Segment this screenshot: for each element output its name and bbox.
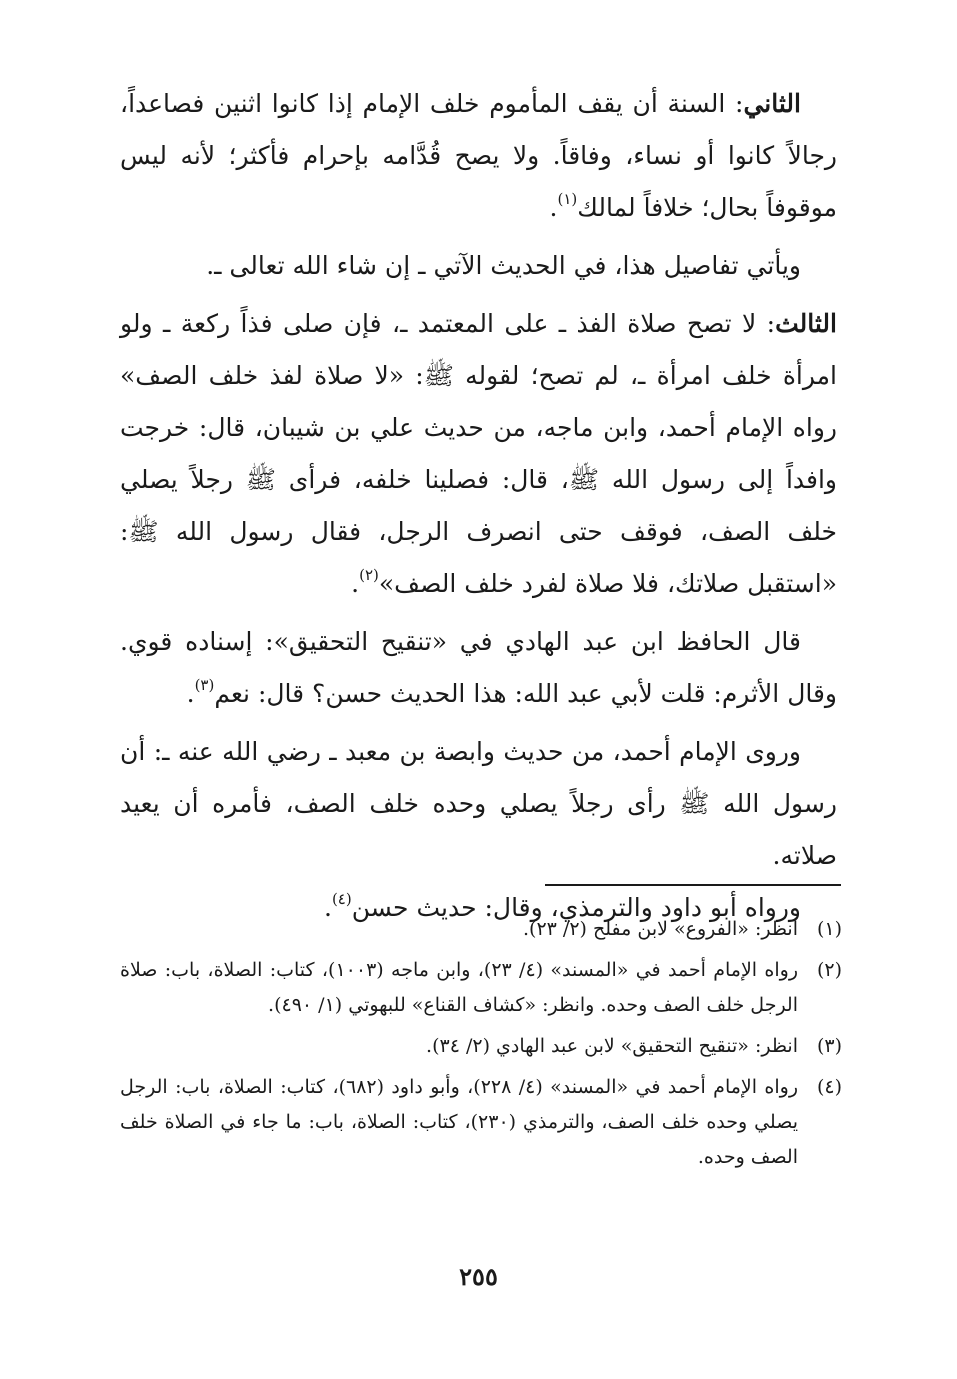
paragraph-end: .	[186, 679, 195, 708]
paragraph-second-point	[120, 78, 837, 234]
paragraph-end: .	[323, 893, 332, 922]
footnote-ref: (٤)	[331, 890, 352, 908]
paragraph-text: : لا تصح صلاة الفذ ـ على المعتمد ـ، فإن صلى فذاً ركعة ـ ولو امرأة خلف امرأة ـ، لم تصح؛ لقوله ﷺ: «لا صلاة لفذ خلف الصف» رواه الإمام أحمد، وابن ماجه، من حديث علي بن شيبان، قال: خرجت وافداً إلى رسول الله ﷺ، قال: فصلينا خلفه، فرأى ﷺ رجلاً يصلي خلف الصف، فوقف حتى انصرف الرجل، فقال رسول الله ﷺ: «استقبل صلاتك، فلا صلاة لفرد خلف الصف»	[120, 309, 837, 598]
page-number: ٢٥٥	[459, 1262, 498, 1291]
footnote-separator	[545, 884, 841, 886]
paragraph-end: .	[549, 193, 558, 222]
paragraph-text: ويأتي تفاصيل هذا، في الحديث الآتي ـ إن شاء الله تعالى ـ.	[206, 251, 801, 280]
footnote-number: (٤)	[816, 1076, 842, 1098]
footnote-item	[120, 1029, 842, 1064]
footnote-text: رواه الإمام أحمد في «المسند» (٤/ ٢٢٨)، وأبو داود (٦٨٢)، كتاب: الصلاة، باب: الرجل يصلي وحده خلف الصف، والترمذي (٢٣٠)، كتاب: الصلاة، باب: ما جاء في الصلاة خلف الصف وحده.	[120, 1076, 799, 1168]
footnote-ref: (١)	[557, 190, 578, 208]
footnotes	[120, 912, 842, 1181]
footnote-ref: (٣)	[194, 676, 215, 694]
main-text	[120, 78, 837, 940]
footnote-item	[120, 953, 842, 1023]
footnote-item	[120, 1070, 842, 1175]
paragraph-details-note	[120, 240, 837, 292]
footnote-number: (٣)	[816, 1035, 842, 1057]
footnote-text: انظر: «الفروع» لابن مفلح (٢/ ٢٣).	[522, 918, 798, 940]
paragraph-end: .	[351, 569, 360, 598]
paragraph-wabisa-hadith	[120, 726, 837, 882]
paragraph-lead: الثاني	[743, 89, 801, 118]
paragraph-lead: الثالث	[775, 309, 837, 338]
paragraph-third-point	[120, 298, 837, 610]
paragraph-text: ورواه أبو داود والترمذي، وقال: حديث حسن	[351, 893, 801, 922]
paragraph-hafiz-quote	[120, 616, 837, 720]
footnote-ref: (٢)	[359, 566, 379, 584]
footnote-number: (٢)	[816, 959, 842, 981]
footnote-text: انظر: «تنقيح التحقيق» لابن عبد الهادي (٢/ ٣٤).	[426, 1035, 798, 1057]
footnote-text: رواه الإمام أحمد في «المسند» (٤/ ٢٣)، وابن ماجه (١٠٠٣)، كتاب: الصلاة، باب: صلاة الرجل خلف الصف وحده. وانظر: «كشاف القناع» للبهوتي (١/ ٤٩٠).	[120, 959, 798, 1016]
paragraph-text: قال الحافظ ابن عبد الهادي في «تنقيح التحقيق»: إسناده قوي. وقال الأثرم: قلت لأبي عبد الله: هذا الحديث حسن؟ قال: نعم	[120, 627, 837, 708]
paragraph-text: : السنة أن يقف المأموم خلف الإمام إذا كانوا اثنين فصاعداً، رجالاً كانوا أو نساء، وفاقاً. ولا يصح قُدَّامه بإحرام فأكثر؛ لأنه ليس موقوفاً بحال؛ خلافاً لمالك	[120, 89, 837, 222]
footnote-item	[120, 912, 842, 947]
paragraph-text: وروى الإمام أحمد، من حديث وابصة بن معبد ـ رضي الله عنه ـ: أن رسول الله ﷺ رأى رجلاً يصلي وحده خلف الصف، فأمره أن يعيد صلاته.	[120, 737, 837, 870]
footnote-number: (١)	[816, 918, 842, 940]
